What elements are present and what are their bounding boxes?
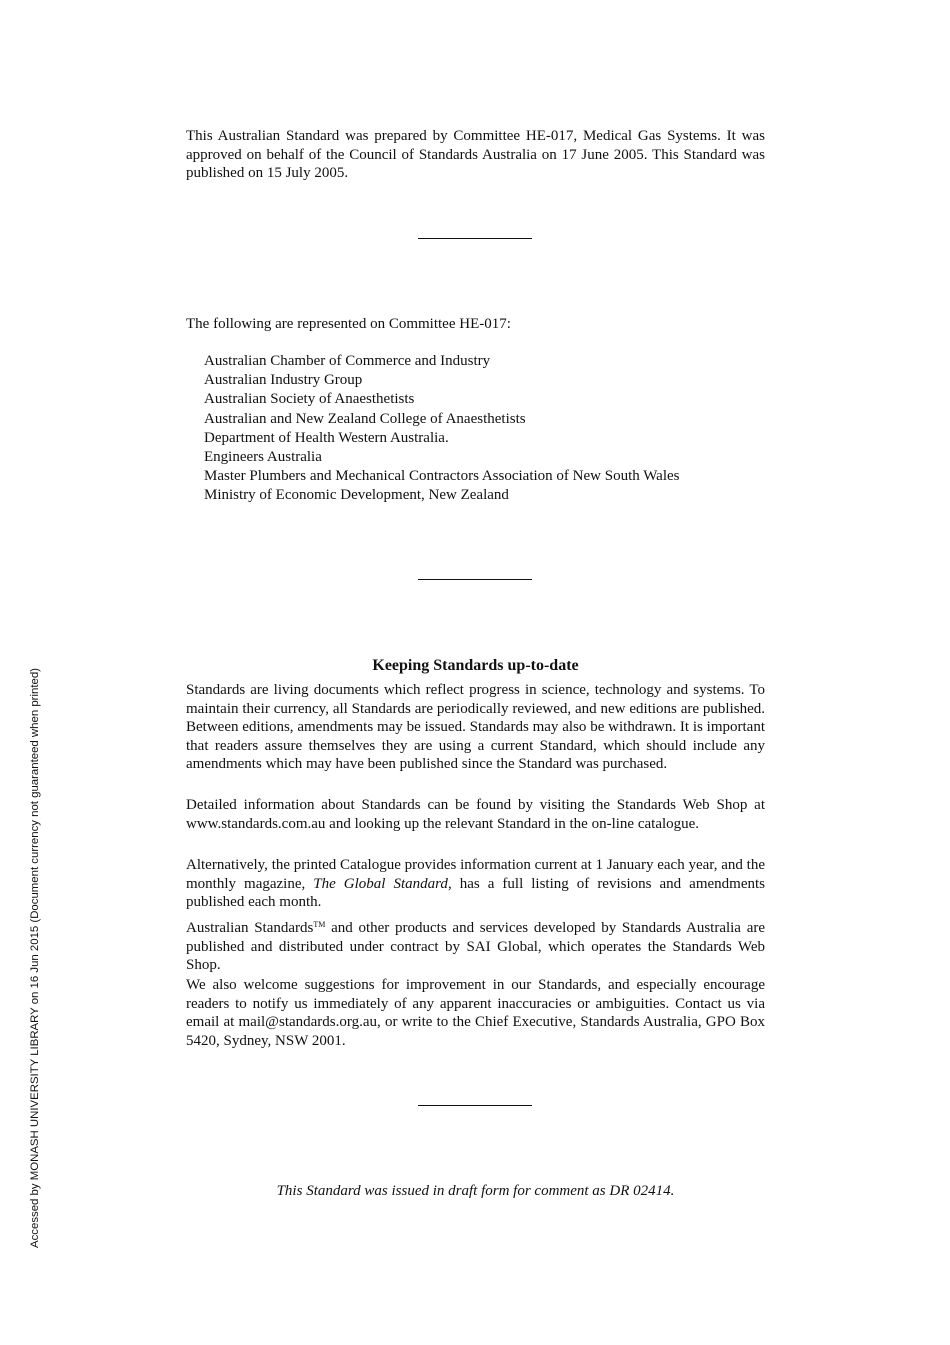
committee-member-list <box>204 352 680 506</box>
keeping-paragraph <box>186 916 765 975</box>
divider-rule <box>418 1105 532 1106</box>
keeping-paragraph: Standards are living documents which reflect progress in science, technology and systems. To maintain their currency, all Standards are periodically reviewed, and new editions are published. Between editions, amendments may be issued. Standards may also be withdrawn. It is important that readers assure themselves they are using a current Standard, which should include any amendments which may have been published since the Standard was purchased. <box>186 682 765 773</box>
paragraph-text: Alternatively, the printed Catalogue provides information current at 1 January each year, and the monthly magazine, <box>186 857 765 892</box>
committee-member: Australian Society of Anaesthetists <box>204 391 415 408</box>
divider-rule <box>418 579 532 580</box>
committee-member: Australian Industry Group <box>204 372 363 389</box>
keeping-paragraph <box>186 856 765 912</box>
paragraph-text: , has a full listing of revisions and amendments published each month. <box>186 875 765 911</box>
paragraph-text: and other products and services developed by Standards Australia are published and distributed under contract by SAI Global, which operates the Standards Web Shop. <box>186 920 766 974</box>
keeping-paragraph: We also welcome suggestions for improvement in our Standards, and especially encourage readers to notify us immediately of any apparent inaccuracies or ambiguities. Contact us via email at mail@standards.org.au, or write to the Chief Executive, Standards Australia, GPO Box 5420, Sydney, NSW 2001. <box>186 977 765 1049</box>
section-heading: Keeping Standards up-to-date <box>372 657 579 674</box>
publication-title: The Global Standard <box>313 875 448 892</box>
keeping-paragraph: Detailed information about Standards can be found by visiting the Standards Web Shop at www.standards.com.au and looking up the relevant Standard in the on-line catalogue. <box>186 797 765 832</box>
access-watermark: Accessed by MONASH UNIVERSITY LIBRARY on 16 Jun 2015 (Document currency not guaranteed when printed) <box>29 668 41 1248</box>
preparation-statement: This Australian Standard was prepared by Committee HE-017, Medical Gas Systems. It was approved on behalf of the Council of Standards Australia on 17 June 2005. This Standard was published on 15 July 2005. <box>186 128 765 182</box>
committee-member: Engineers Australia <box>204 449 322 466</box>
committee-member: Ministry of Economic Development, New Zealand <box>204 487 509 504</box>
draft-note: This Standard was issued in draft form for comment as DR 02414. <box>276 1183 675 1199</box>
trademark-mark: TM <box>313 920 326 929</box>
committee-member: Master Plumbers and Mechanical Contractors Association of New South Wales <box>204 468 680 485</box>
committee-intro: The following are represented on Committee HE-017: <box>186 316 511 332</box>
paragraph-text: Australian Standards <box>186 920 314 936</box>
committee-member: Australian Chamber of Commerce and Industry <box>204 353 491 369</box>
committee-member: Department of Health Western Australia. <box>204 429 449 446</box>
divider-rule <box>418 238 532 239</box>
committee-member: Australian and New Zealand College of Anaesthetists <box>204 410 526 427</box>
